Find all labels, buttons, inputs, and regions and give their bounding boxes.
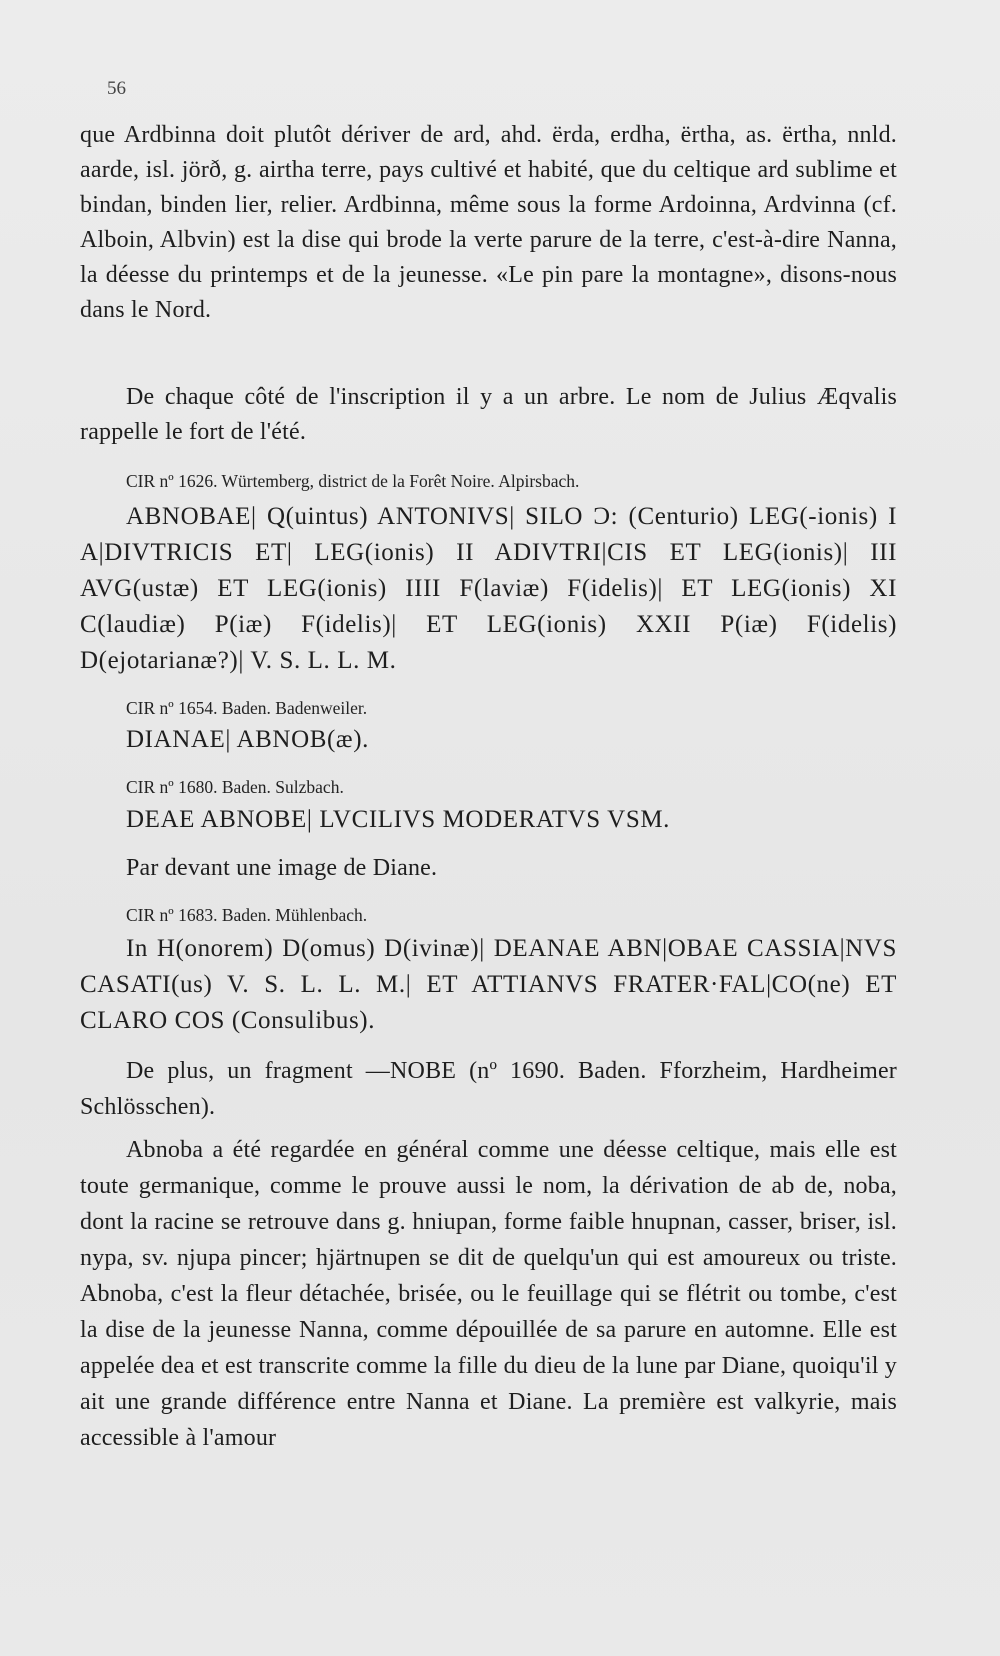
citation-1654: CIR nº 1654. Baden. Badenweiler. [126, 698, 368, 718]
paragraph-arbre: De chaque côté de l'inscription il y a un arbre. Le nom de Julius Æqvalis rappelle le fort de l'été. [80, 384, 897, 445]
inscription-1654: DIANAE| ABNOB(æ). [126, 726, 369, 753]
paragraph-ardbinna: que Ardbinna doit plutôt dériver de ard, ahd. ërda, erdha, ërtha, as. ërtha, nnld. aarde, isl. jörð, g. airtha terre, pays cultivé et habité, que du celtique ard sublime et bindan, binden lier, relier. Ardbinna, même sous la forme Ardoinna, Ardvinna (cf. Alboin, Albvin) est la dise qui brode la verte parure de la terre, c'est-à-dire Nanna, la déesse du printemps et de la jeunesse. «Le pin pare la montagne», disons-nous dans le Nord. [80, 122, 897, 323]
paragraph-image-diane: Par devant une image de Diane. [126, 855, 438, 881]
paragraph-abnoba: Abnoba a été regardée en général comme une déesse celtique, mais elle est toute germanique, comme le prouve aussi le nom, la dérivation de ab de, noba, dont la racine se retrouve dans g. hniupan, forme faible hnupnan, casser, briser, isl. nypa, sv. njupa pincer; hjärtnupen se dit de quelqu'un qui est amoureux ou triste. Abnoba, c'est la fleur détachée, brisée, ou le feuillage qui se flétrit ou tombe, c'est la dise de la jeunesse Nanna, comme dépouillée de sa parure en automne. Elle est appelée dea et est transcrite comme la fille du dieu de la lune par Diane, quoiqu'il y ait une grande différence entre Nanna et Diane. La première est valkyrie, mais accessible à l'amour [80, 1137, 897, 1451]
paragraph-fragment: De plus, un fragment —NOBE (nº 1690. Baden. Fforzheim, Hardheimer Schlösschen). [80, 1058, 897, 1120]
citation-1626: CIR nº 1626. Würtemberg, district de la Forêt Noire. Alpirsbach. [126, 471, 580, 491]
inscription-1626: ABNOBAE| Q(uintus) ANTONIVS| SILO Ͻ: (Centurio) LEG(-ionis) I A|DIVTRICIS ET| LEG(ionis) II ADIVTRI|CIS ET LEG(ionis)| III AVG(ustæ) ET LEG(ionis) IIII F(laviæ) F(idelis)| ET LEG(ionis) XI C(laudiæ) P(iæ) F(idelis)| ET LEG(ionis) XXII P(iæ) F(idelis) D(ejotarianæ?)| V. S. L. L. M. [80, 503, 897, 674]
page-number: 56 [107, 78, 126, 99]
inscription-1683: In H(onorem) D(omus) D(ivinæ)| DEANAE ABN|OBAE CASSIA|NVS CASATI(us) V. S. L. L. M.| ET ATTIANVS FRATER·FAL|CO(ne) ET CLARO COS (Consulibus). [80, 935, 897, 1034]
citation-1680: CIR nº 1680. Baden. Sulzbach. [126, 777, 344, 797]
inscription-1680: DEAE ABNOBE| LVCILIVS MODERATVS VSM. [126, 806, 671, 833]
citation-1683: CIR nº 1683. Baden. Mühlenbach. [126, 905, 368, 925]
